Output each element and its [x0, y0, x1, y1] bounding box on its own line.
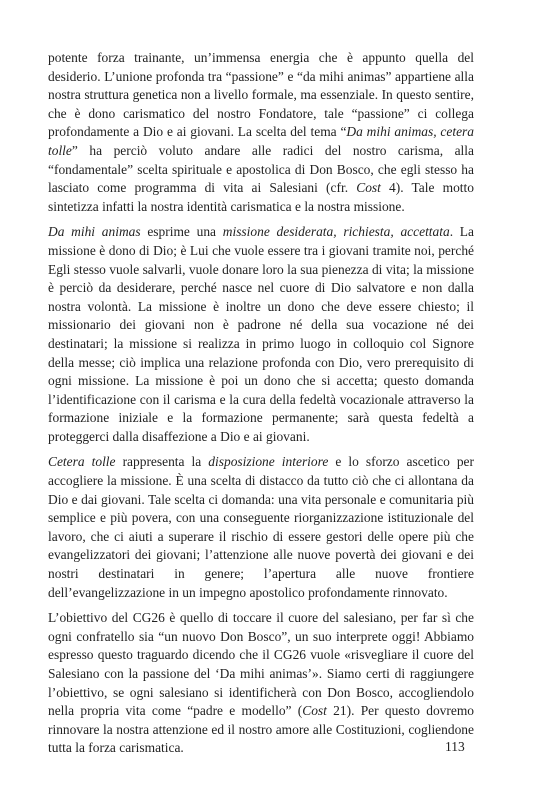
text-run-italic: Da mihi animas, cetera tolle [48, 124, 475, 158]
text-run-italic: Cost [356, 180, 381, 196]
text-run: . La missione è dono di Dio; è Lui che vuole essere tra i giovani tramite noi, perché Egli stesso vuole salvarli, vuole donare loro la sua pienezza di vita; la missione è perciò da desiderare, perché nasce nel cuore di Dio salvatore e non dalla nostra volontà. La missione è inoltre un dono che deve essere chiesto; il missionario dei giovani non è padrone né della sua vocazione né dei destinatari; la missione si realizza in primo luogo in colloquio col Signore della messe; ciò implica una relazione profonda con Dio, vero prerequisito di ogni missione. La missione è poi un dono che si accetta; questo domanda l’identificazione con il carisma e la cura della fedeltà vocazionale attraverso la formazione iniziale e la formazione permanente; sarà questa fedeltà a proteggerci dalla disaffezione a Dio e ai giovani. [48, 224, 474, 444]
text-run: esprime una [140, 224, 223, 240]
text-run-italic: Cost [302, 703, 327, 719]
text-run: e lo sforzo ascetico per accogliere la missione. È una scelta di distacco da tutto ciò che ci allontana da Dio e dai giovani. Tale scelta ci domanda: una vita personale e comunitaria più semplice e più povera, con una conseguente riorganizzazione istituzionale del lavoro, che ci aiuti a superare il rischio di essere gestori delle opere più che evangelizzatori dei giovani; l’attenzione alle nuove povertà dei giovani e dei nostri destinatari in genere; l’apertura alle nuove frontiere dell’evangelizzazione in un impegno apostolico profondamente rinnovato. [48, 454, 474, 600]
paragraph-1 [48, 49, 474, 216]
text-run-italic: Da mihi animas [48, 224, 141, 240]
paragraph-4 [48, 609, 474, 758]
text-run: 21). Per questo dovremo rinnovare la nostra attenzione ed il nostro amore alle Costituzioni, cogliendone tutta la forza carismatica. [48, 703, 474, 756]
text-run: potente forza trainante, un’immensa energia che è appunto quella del desiderio. L’unione profonda tra “passione” e “da mihi animas” appartiene alla nostra struttura genetica non a livello formale, ma essenziale. In questo sentire, che è dono carismatico del nostro Fondatore, tale “passione” ci collega profondamente a Dio e ai giovani. La scelta del tema “ [48, 50, 474, 140]
text-run-italic: Cetera tolle [48, 454, 116, 470]
paragraph-3 [48, 453, 474, 602]
text-run: L’obiettivo del CG26 è quello di toccare il cuore del salesiano, per far sì che ogni confratello sia “un nuovo Don Bosco”, un suo interprete oggi! Abbiamo espresso questo traguardo dicendo che il CG26 vuole «risvegliare il cuore del Salesiano con la passione del ‘Da mihi animas’». Siamo certi di raggiungere l’obiettivo, se ogni salesiano si identificherà con Don Bosco, accogliendolo nella propria vita come “padre e modello” ( [48, 610, 474, 719]
text-run: ” ha perciò voluto andare alle radici del nostro carisma, alla “fondamentale” scelta spirituale e apostolica di Don Bosco, che egli stesso ha lasciato come programma di vita ai Salesiani (cfr. [48, 142, 474, 196]
page-body [48, 49, 474, 758]
text-run-italic: disposizione interiore [208, 454, 329, 470]
paragraph-2 [48, 223, 474, 446]
text-run: rappresenta la [115, 454, 209, 470]
page-number: 113 [445, 739, 465, 754]
text-run: 4). Tale motto sintetizza infatti la nostra identità carismatica e la nostra missione. [48, 180, 474, 214]
text-run-italic: missione desiderata, richiesta, accettata [222, 224, 450, 240]
